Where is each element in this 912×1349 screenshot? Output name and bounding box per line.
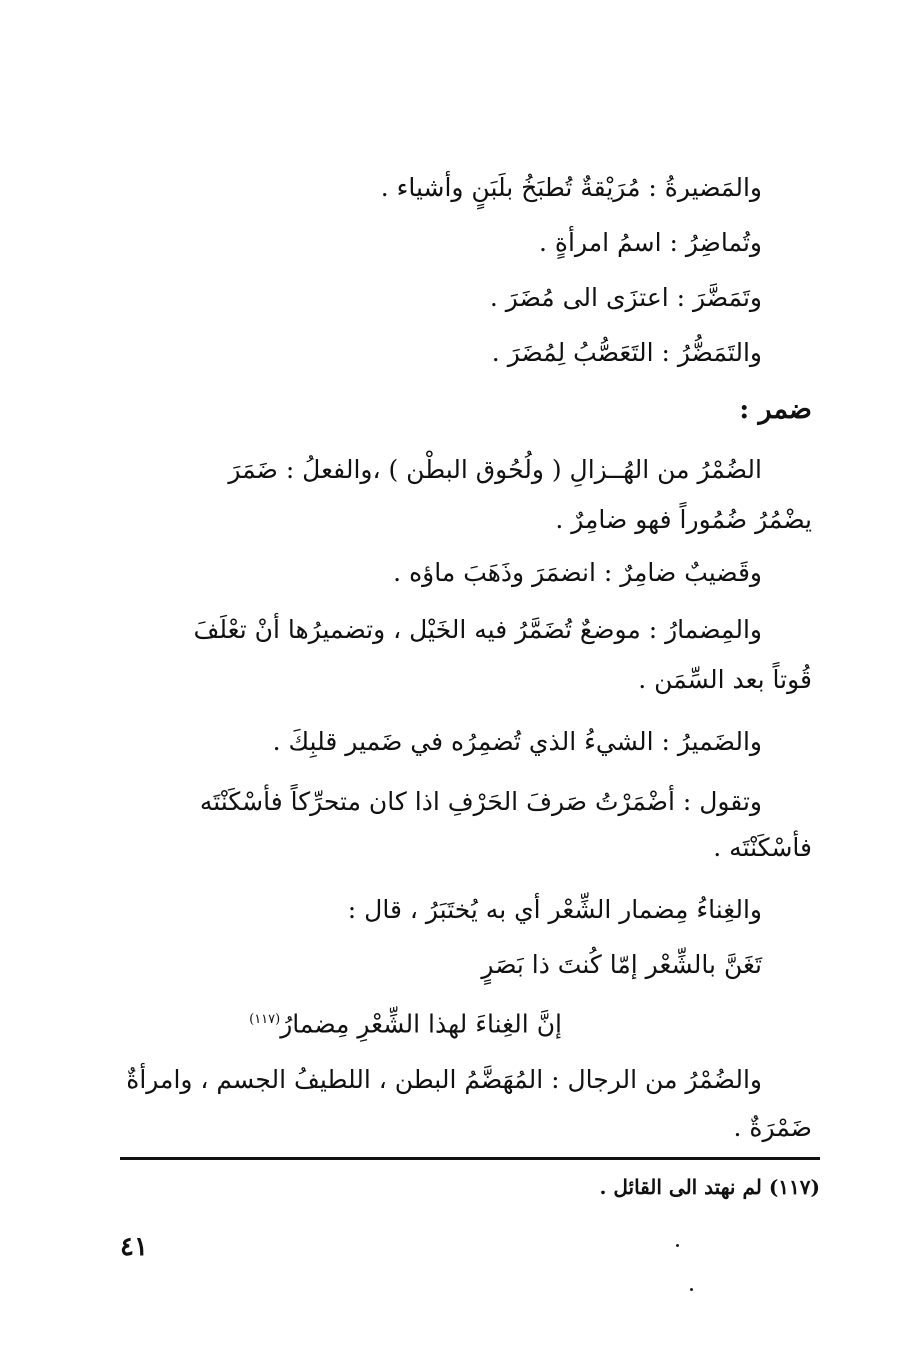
- paragraph-line: وقَضيبٌ ضامِرٌ : انضمَرَ وذَهَبَ ماؤه .: [393, 558, 762, 587]
- entry-line: وتُماضِرُ : اسمُ امرأةٍ .: [539, 228, 762, 257]
- paragraph-line: والمِضمارُ : موضعٌ تُضَمَّرُ فيه الخَيْل ، وتضميرُها أنْ تعْلَفَ: [193, 615, 762, 644]
- paragraph-line: وتقول : أضْمَرْتُ صَرفَ الحَرْفِ اذا كان متحرِّكاً فأسْكَنْتَه: [199, 787, 762, 816]
- entry-line: وتَمَضَّرَ : اعتزَى الى مُضَرَ .: [489, 283, 762, 312]
- paragraph-line: يضْمُرُ ضُمُوراً فهو ضامِرٌ .: [555, 505, 812, 534]
- paragraph-line: قُوتاً بعد السِّمَن .: [638, 665, 812, 694]
- section-heading: ضمر :: [739, 394, 812, 425]
- footnote-divider: [120, 1157, 820, 1160]
- footnote-ref: (١١٧): [249, 1012, 281, 1027]
- verse-line-1: تَغَنَّ بالشِّعْر إمّا كُنتَ ذا بَصَرٍ: [481, 950, 762, 979]
- verse-line-2: إنَّ الغِناءَ لهذا الشِّعْرِ مِضمارُ$^{(١١٧)}$: [249, 1009, 562, 1039]
- paragraph-line: والضَميرُ : الشيءُ الذي تُضمِرُه في ضَمير قلبِكَ .: [272, 727, 762, 756]
- speck: [690, 1288, 693, 1291]
- paragraph-line: الضُمْرُ من الهُــزالِ ( ولُحُوق البطْن ) ،والفعلُ : ضَمَرَ: [228, 455, 762, 484]
- paragraph-line: ضَمْرَةٌ .: [733, 1113, 812, 1142]
- entry-line: والمَضيرةُ : مُرَيْقةٌ تُطبَخُ بلَبَنٍ وأشياء .: [380, 173, 762, 202]
- page-number: ٤١: [120, 1232, 148, 1262]
- footnote: (١١٧) لم نهتد الى القائل .: [599, 1175, 820, 1199]
- paragraph-line: فأسْكَنْتَه .: [713, 833, 812, 862]
- paragraph-line: والغِناءُ مِضمار الشِّعْر أي به يُختَبَرُ ، قال :: [347, 895, 762, 924]
- paragraph-line: والضُمْرُ من الرجال : المُهَضَّمُ البطن ، اللطيفُ الجسم ، وامرأةٌ: [126, 1065, 762, 1094]
- speck: [676, 1244, 679, 1247]
- entry-line: والتَمَضُّرُ : التَعَصُّبُ لِمُضَرَ .: [491, 338, 762, 367]
